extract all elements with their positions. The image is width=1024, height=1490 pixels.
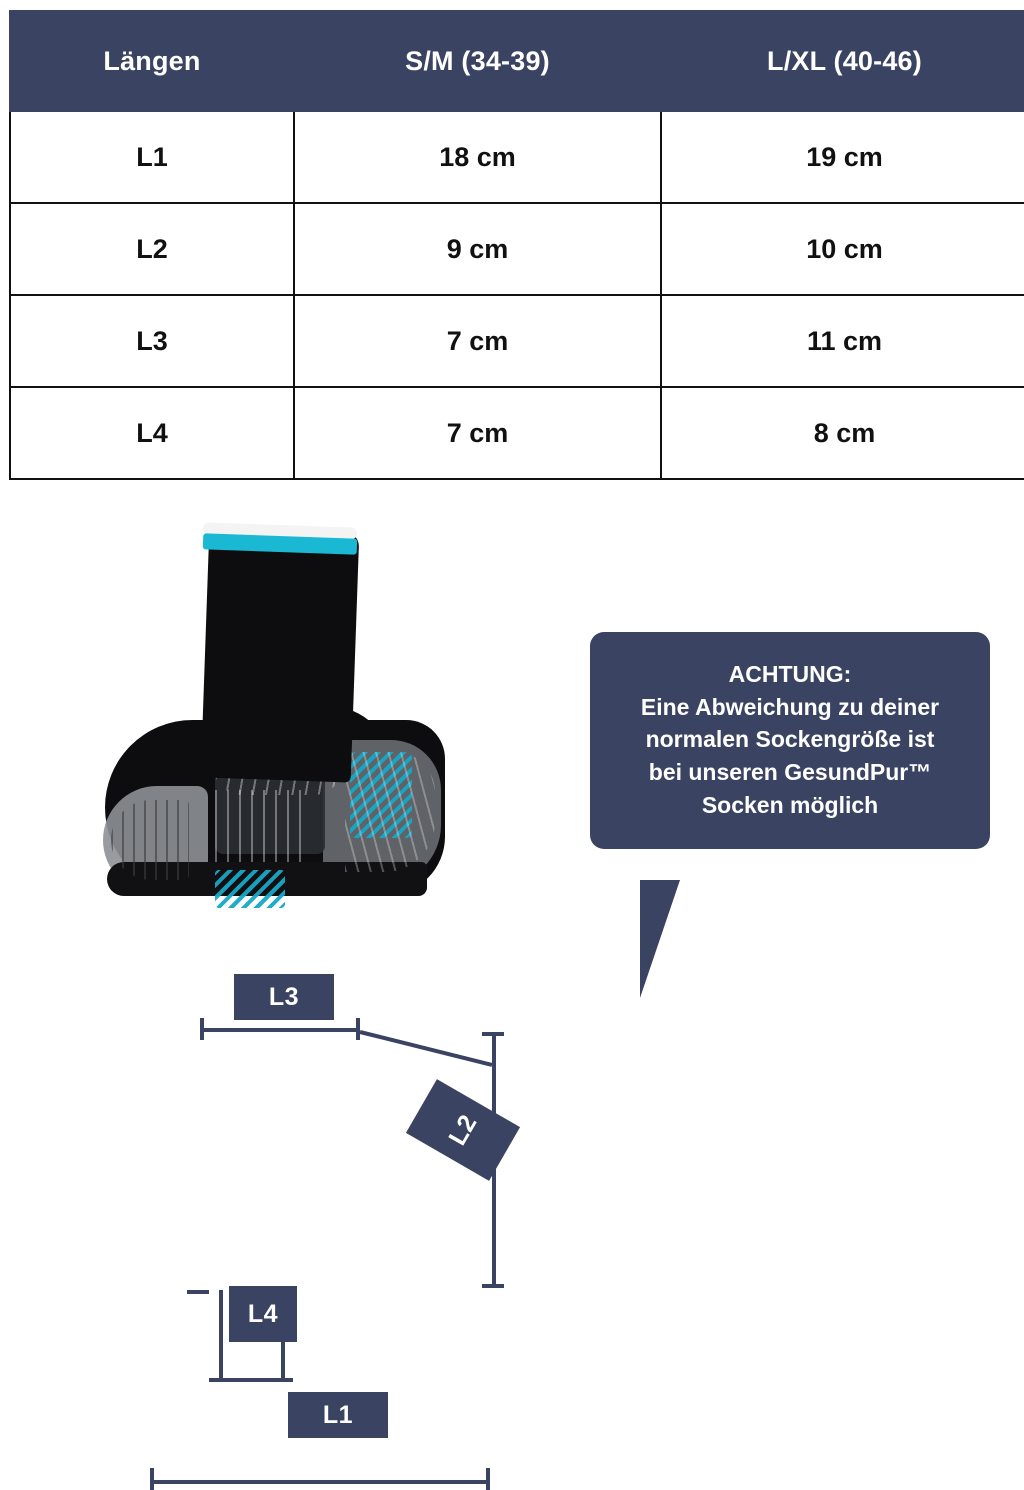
cell-l2-lxl: 10 cm xyxy=(661,203,1024,295)
callout-line-4: Socken möglich xyxy=(701,791,879,818)
table-row xyxy=(10,387,1024,479)
measure-cap-l3-right xyxy=(356,1018,360,1040)
column-header-lxl: L/XL (40-46) xyxy=(661,11,1024,111)
callout-title: ACHTUNG: xyxy=(728,661,852,687)
measure-cap-l1-left xyxy=(150,1468,154,1490)
row-label-l1: L1 xyxy=(10,111,294,203)
measure-leader-l2-top xyxy=(360,1030,493,1067)
callout-line-3: bei unseren GesundPur™ xyxy=(648,758,932,785)
cell-l3-sm: 7 cm xyxy=(294,295,661,387)
cell-l1-sm: 18 cm xyxy=(294,111,661,203)
label-l4: L4 xyxy=(229,1286,297,1342)
table-header xyxy=(10,11,1024,111)
table-header-row xyxy=(10,11,1024,111)
table-row xyxy=(10,295,1024,387)
warning-callout xyxy=(590,632,990,849)
label-l2: L2 xyxy=(406,1079,520,1181)
column-header-lengths: Längen xyxy=(10,11,294,111)
measure-cap-l1-right xyxy=(486,1468,490,1490)
measurement-diagram xyxy=(0,480,1024,1429)
sock-toe-knit-lines xyxy=(111,800,189,880)
sock-cyan-accent-sole xyxy=(215,870,285,908)
measure-cap-l2-bottom xyxy=(482,1284,504,1288)
sock-illustration xyxy=(95,490,495,940)
row-label-l2: L2 xyxy=(10,203,294,295)
sock-knit-lines-vertical xyxy=(215,790,310,862)
measure-line-l4-left xyxy=(219,1290,223,1382)
label-l3: L3 xyxy=(234,974,334,1020)
table-row xyxy=(10,111,1024,203)
cell-l4-sm: 7 cm xyxy=(294,387,661,479)
measure-line-l1 xyxy=(150,1480,490,1484)
measure-line-l3 xyxy=(200,1028,360,1032)
table-row xyxy=(10,203,1024,295)
cell-l1-lxl: 19 cm xyxy=(661,111,1024,203)
size-chart-table xyxy=(9,10,1024,480)
column-header-sm: S/M (34-39) xyxy=(294,11,661,111)
label-l1: L1 xyxy=(288,1392,388,1438)
measure-cap-l2-top xyxy=(482,1032,504,1036)
sock-leg-shape xyxy=(201,527,360,782)
row-label-l3: L3 xyxy=(10,295,294,387)
measure-cap-l3-left xyxy=(200,1018,204,1040)
table-body xyxy=(10,111,1024,479)
cell-l3-lxl: 11 cm xyxy=(661,295,1024,387)
callout-tail xyxy=(640,880,680,998)
row-label-l4: L4 xyxy=(10,387,294,479)
cell-l2-sm: 9 cm xyxy=(294,203,661,295)
measure-cap-l4-top xyxy=(187,1290,209,1294)
sock-heel-knit-lines xyxy=(345,752,435,872)
cell-l4-lxl: 8 cm xyxy=(661,387,1024,479)
measure-cap-l4-bottom xyxy=(209,1378,293,1382)
callout-line-1: Eine Abweichung zu deiner xyxy=(640,693,940,720)
callout-line-2: normalen Sockengröße ist xyxy=(645,726,935,753)
